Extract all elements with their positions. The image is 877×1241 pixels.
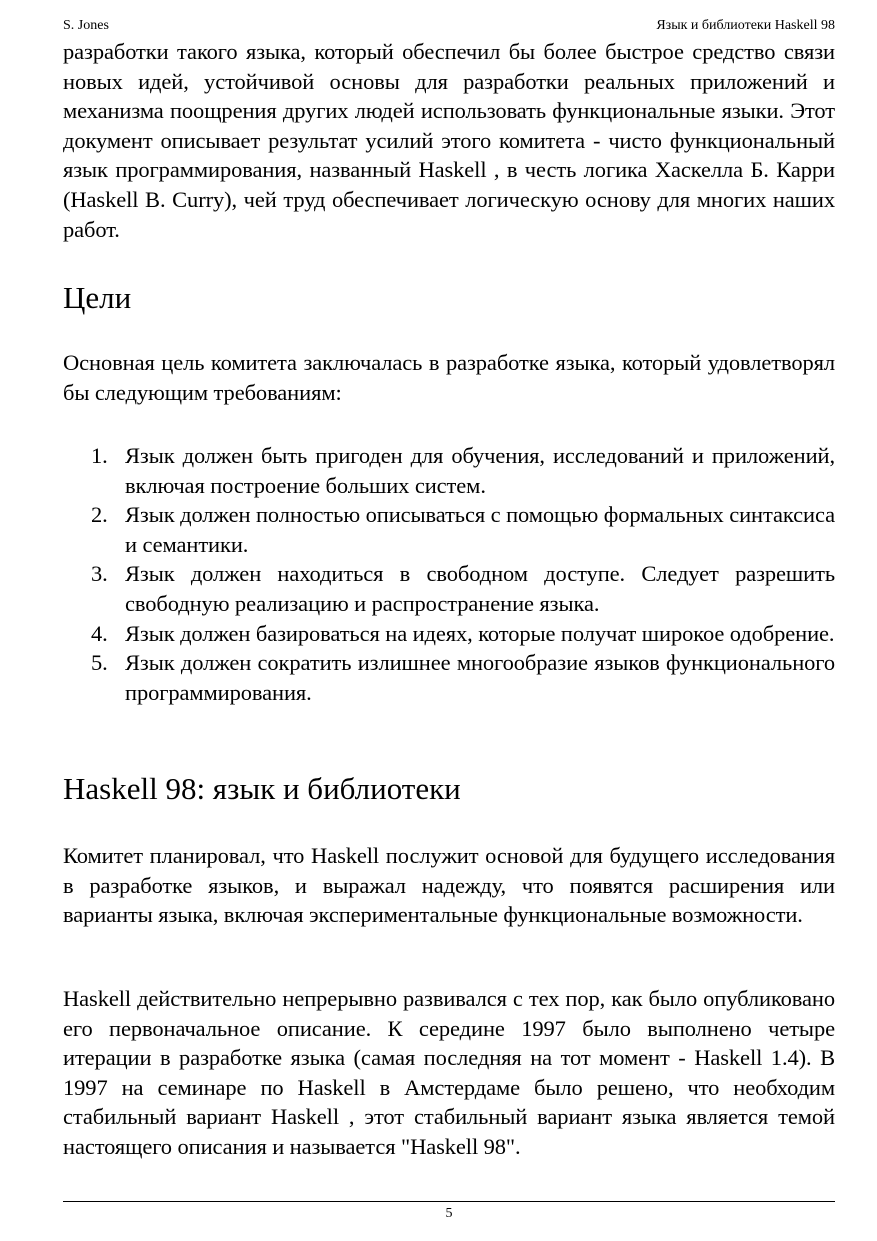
footer-divider — [63, 1201, 835, 1202]
goal-item — [63, 648, 835, 707]
goal-number: 5. — [91, 650, 108, 676]
goal-number: 2. — [91, 502, 108, 528]
goal-number: 3. — [91, 561, 108, 587]
goal-item — [63, 559, 835, 618]
goal-text: Язык должен сократить излишнее многообразие языков функционального программирования. — [125, 650, 835, 705]
running-header — [63, 17, 835, 35]
goal-number: 1. — [91, 443, 108, 468]
header-author: S. Jones — [63, 18, 109, 33]
goal-number: 4. — [91, 620, 108, 646]
goals-intro-paragraph: Основная цель комитета заключалась в разработке языка, который удовлетворял бы следующим требованиям: — [63, 350, 835, 405]
library-paragraph: Haskell действительно непрерывно развивался с тех пор, как было опубликовано его первоначальное описание. К середине 1997 было выполнено четыре итерации в разработке языка (самая последняя на тот момент - Haskell 1.4). В 1997 на семинаре по Haskell в Амстердаме было решено, что необходим стабильный вариант Haskell , этот стабильный вариант языка является темой настоящего описания и называется "Haskell 98". — [63, 986, 835, 1159]
document-page — [63, 0, 835, 1241]
goal-text: Язык должен базироваться на идеях, которые получат широкое одобрение. — [125, 620, 835, 646]
goal-item — [63, 500, 835, 559]
continuation-paragraph: разработки такого языка, который обеспечил бы более быстрое средство связи новых идей, устойчивой основы для разработки реальных приложений и механизма поощрения других людей использовать функциональные языки. Этот документ описывает результат усилий этого комитета - чисто функциональный язык программирования, названный Haskell , в честь логика Хаскелла Б. Карри (Haskell B. Curry), чей труд обеспечивает логическую основу для многих наших работ. — [63, 39, 835, 242]
library-paragraph: Комитет планировал, что Haskell послужит основой для будущего исследования в разработке языков, и выражал надежду, что появятся расширения или варианты языка, включая экспериментальные функциональные возможности. — [63, 843, 835, 928]
goal-text: Язык должен быть пригоден для обучения, исследований и приложений, включая построение больших систем. — [125, 443, 835, 498]
library-heading: Haskell 98: язык и библиотеки — [63, 771, 461, 806]
goals-heading: Цели — [63, 280, 132, 315]
goal-text: Язык должен находиться в свободном доступе. Следует разрешить свободную реализацию и распространение языка. — [125, 561, 835, 616]
page-number: 5 — [445, 1206, 453, 1221]
goal-text: Язык должен полностью описываться с помощью формальных синтаксиса и семантики. — [125, 502, 835, 557]
goal-item — [63, 441, 835, 500]
header-title: Язык и библиотеки Haskell 98 — [656, 18, 835, 33]
goal-item — [63, 619, 835, 649]
goals-list — [63, 441, 835, 707]
